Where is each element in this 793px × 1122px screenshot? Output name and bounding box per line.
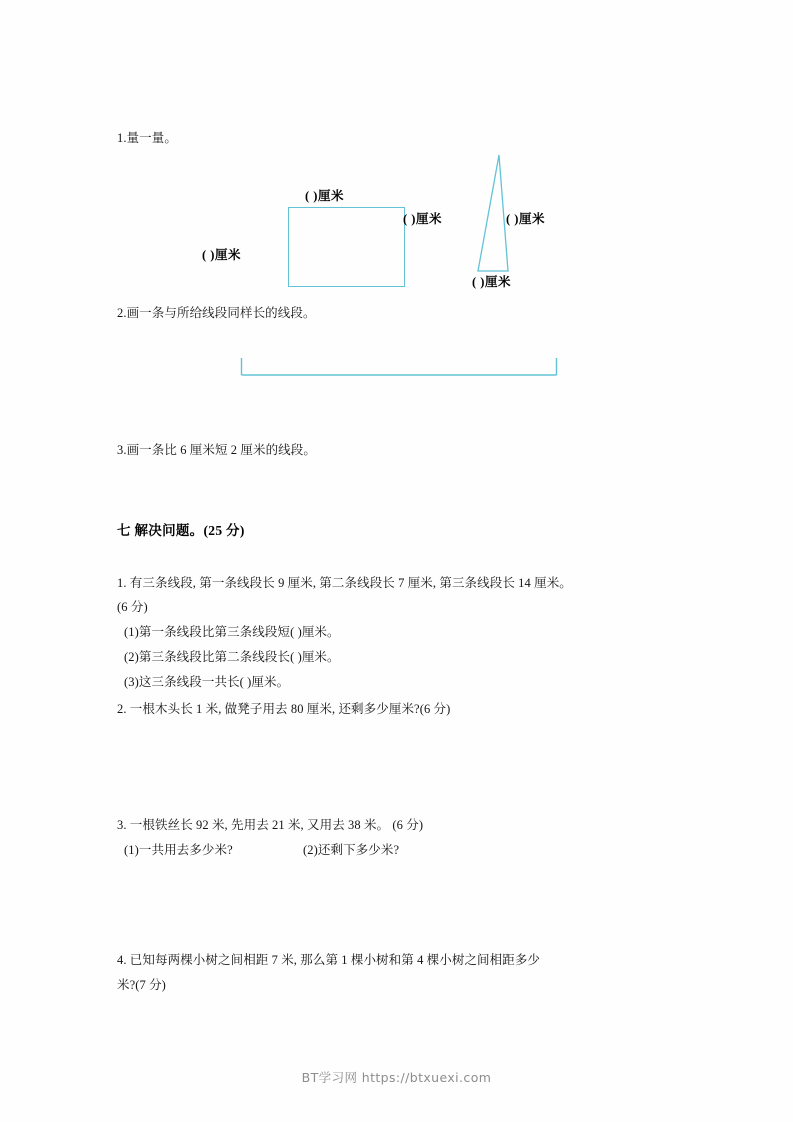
problem-3-sub-1: (1)一共用去多少米? xyxy=(124,843,233,857)
question-1-prompt: 1.量一量。 xyxy=(117,131,177,145)
section-7-heading: 七 解决问题。(25 分) xyxy=(117,523,245,538)
problem-3-sub-2: (2)还剩下多少米? xyxy=(303,843,400,857)
given-line-segment xyxy=(240,355,558,379)
triangle-svg xyxy=(468,153,510,275)
problem-4-line-1: 4. 已知每两棵小树之间相距 7 米, 那么第 1 棵小树和第 4 棵小树之间相距多少 xyxy=(117,953,541,967)
problem-1-line-2: (6 分) xyxy=(117,600,148,614)
rectangle-right-label: ( )厘米 xyxy=(403,212,442,226)
triangle-bottom-label: ( )厘米 xyxy=(472,275,511,289)
rectangle-figure xyxy=(288,207,405,287)
footer-watermark: BT学习网 https://btxuexi.com xyxy=(301,1070,492,1085)
problem-1-sub-1: (1)第一条线段比第三条线段短( )厘米。 xyxy=(124,625,340,639)
problem-1-sub-2: (2)第三条线段比第二条线段长( )厘米。 xyxy=(124,650,340,664)
problem-1-sub-3: (3)这三条线段一共长( )厘米。 xyxy=(124,675,290,689)
segment-path xyxy=(242,358,557,375)
problem-3-line-1: 3. 一根铁丝长 92 米, 先用去 21 米, 又用去 38 米。 (6 分) xyxy=(117,818,424,832)
triangle-outline xyxy=(478,155,508,271)
triangle-figure xyxy=(468,153,510,275)
problem-4-line-2: 米?(7 分) xyxy=(117,978,166,992)
problem-2-line-1: 2. 一根木头长 1 米, 做凳子用去 80 厘米, 还剩多少厘米?(6 分) xyxy=(117,702,451,716)
problem-1-line-1: 1. 有三条线段, 第一条线段长 9 厘米, 第二条线段长 7 厘米, 第三条线段长 14 厘米。 xyxy=(117,576,572,590)
triangle-right-label: ( )厘米 xyxy=(506,212,545,226)
rectangle-top-label: ( )厘米 xyxy=(305,189,344,203)
question-3-prompt: 3.画一条比 6 厘米短 2 厘米的线段。 xyxy=(117,443,316,457)
question-2-prompt: 2.画一条与所给线段同样长的线段。 xyxy=(117,306,316,320)
line-segment-svg xyxy=(240,355,558,379)
rectangle-left-label: ( )厘米 xyxy=(202,248,241,262)
